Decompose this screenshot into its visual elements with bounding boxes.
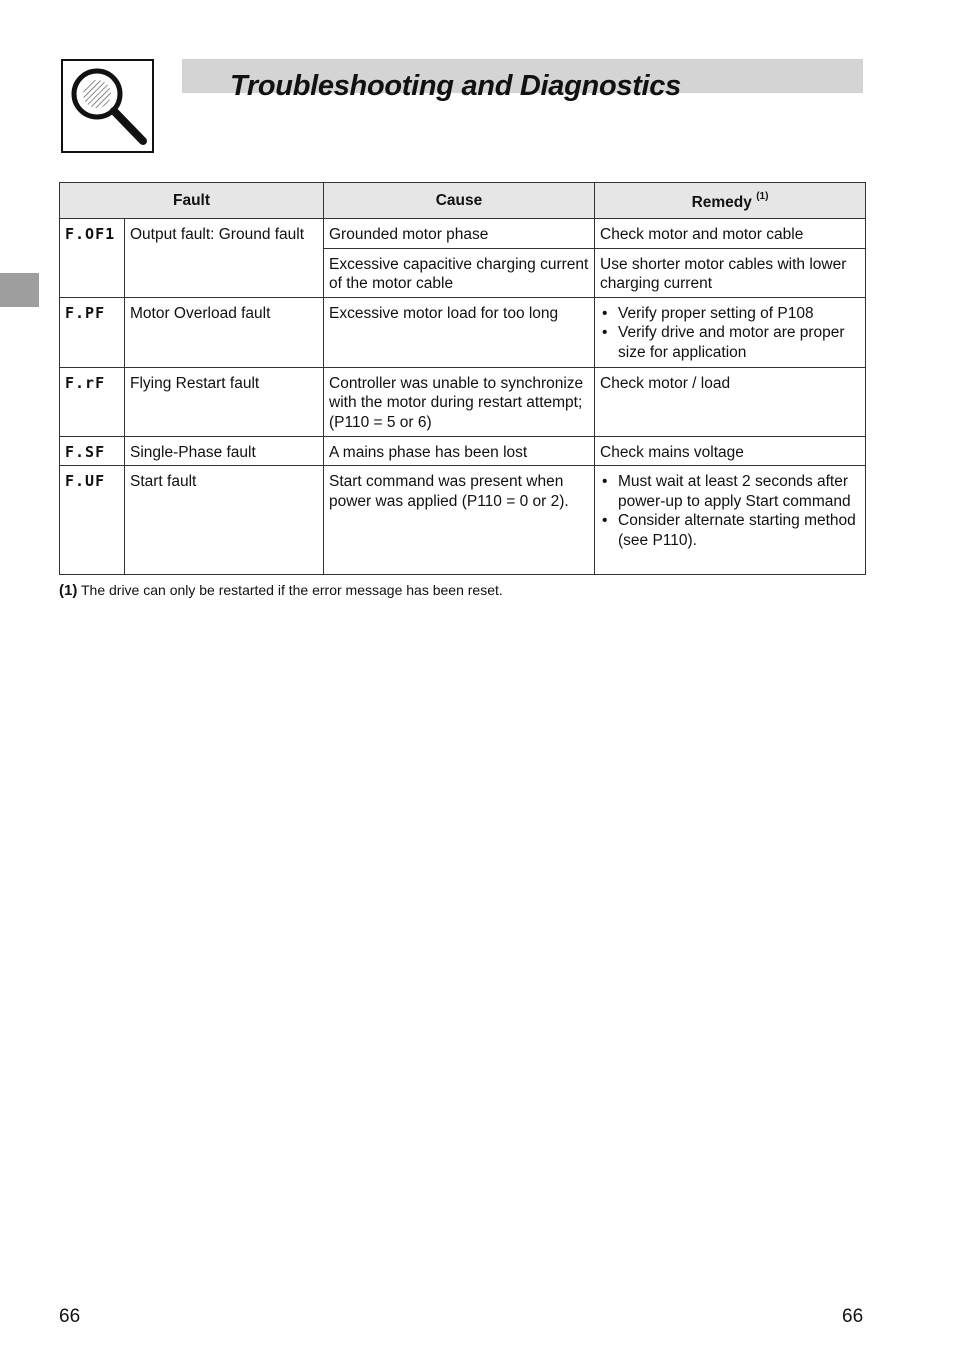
fault-description: Flying Restart fault (125, 367, 324, 436)
fault-code: F.PF (60, 297, 125, 367)
table-row (60, 219, 866, 249)
fault-description: Motor Overload fault (125, 297, 324, 367)
remedy-list (600, 472, 860, 550)
fault-code: F.OF1 (60, 219, 125, 298)
fault-cause: Start command was present when power was applied (P110 = 0 or 2). (324, 466, 595, 575)
page-number-left: 66 (59, 1306, 81, 1327)
fault-remedy: Check motor / load (595, 367, 866, 436)
fault-code: F.SF (60, 436, 125, 466)
remedy-list (600, 304, 860, 363)
magnifier-icon (63, 61, 152, 151)
fault-remedy: Use shorter motor cables with lower charging current (595, 248, 866, 297)
remedy-item: • Verify proper setting of P108 (600, 304, 860, 324)
magnifier-icon-box (61, 59, 154, 153)
fault-cause: A mains phase has been lost (324, 436, 595, 466)
fault-remedy (595, 297, 866, 367)
header-remedy (595, 183, 866, 219)
table-row (60, 466, 866, 575)
fault-remedy (595, 466, 866, 575)
footnote-mark: (1) (59, 582, 78, 599)
fault-cause: Excessive motor load for too long (324, 297, 595, 367)
table-row (60, 436, 866, 466)
page-number-right: 66 (842, 1306, 864, 1327)
page-title: Troubleshooting and Diagnostics (230, 70, 681, 102)
header-remedy-label: Remedy (691, 193, 752, 211)
fault-remedy: Check mains voltage (595, 436, 866, 466)
table-header-row (60, 183, 866, 219)
remedy-item: • Consider alternate starting method (see P110). (600, 511, 860, 550)
fault-description: Single-Phase fault (125, 436, 324, 466)
fault-description: Output fault: Ground fault (125, 219, 324, 298)
footnote (59, 582, 503, 599)
section-side-tab (0, 273, 39, 307)
fault-cause: Grounded motor phase (324, 219, 595, 249)
fault-cause: Excessive capacitive charging current of the motor cable (324, 248, 595, 297)
footnote-ref: (1) (756, 190, 769, 202)
header-fault: Fault (60, 183, 324, 219)
fault-cause: Controller was unable to synchronize with the motor during restart attempt; (P110 = 5 or 6) (324, 367, 595, 436)
footnote-text: The drive can only be restarted if the error message has been reset. (77, 582, 503, 598)
fault-code: F.UF (60, 466, 125, 575)
fault-remedy: Check motor and motor cable (595, 219, 866, 249)
troubleshooting-table (59, 182, 866, 575)
remedy-item: • Verify drive and motor are proper size for application (600, 323, 860, 362)
remedy-item: • Must wait at least 2 seconds after power-up to apply Start command (600, 472, 860, 511)
fault-code: F.rF (60, 367, 125, 436)
header-cause: Cause (324, 183, 595, 219)
table-row (60, 297, 866, 367)
table-row (60, 367, 866, 436)
fault-description: Start fault (125, 466, 324, 575)
